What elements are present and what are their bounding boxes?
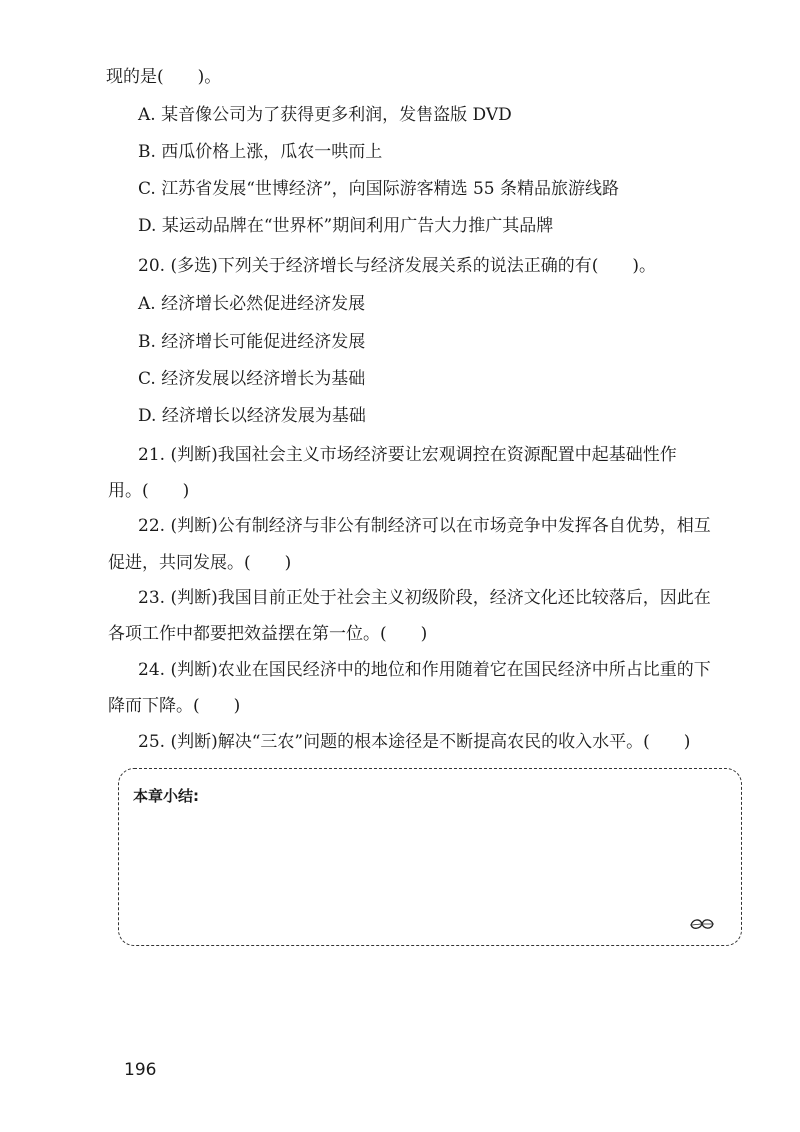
chapter-summary-title: 本章小结:: [133, 787, 199, 805]
q22-line2: 促进，共同发展。( ): [108, 553, 292, 573]
q21-line2: 用。( ): [108, 481, 190, 501]
q22-line1: 22. (判断)公有制经济与非公有制经济可以在市场竞争中发挥各自优势，相互: [138, 516, 711, 536]
q19-tail: 现的是( )。: [106, 67, 222, 87]
q20-option-d: D. 经济增长以经济发展为基础: [138, 406, 366, 426]
q19-option-c: C. 江苏省发展“世博经济”，向国际游客精选 55 条精品旅游线路: [138, 179, 620, 199]
q23-line2: 各项工作中都要把效益摆在第一位。( ): [108, 624, 428, 644]
page-number: 196: [124, 1060, 157, 1080]
leaf-icon: [689, 917, 715, 931]
q19-option-a: A. 某音像公司为了获得更多利润，发售盗版 DVD: [138, 105, 512, 125]
q21-line1: 21. (判断)我国社会主义市场经济要让宏观调控在资源配置中起基础性作: [138, 445, 677, 465]
q19-option-d: D. 某运动品牌在“世界杯”期间利用广告大力推广其品牌: [138, 216, 554, 236]
q20-option-a: A. 经济增长必然促进经济发展: [138, 294, 366, 314]
chapter-summary-box: [118, 768, 742, 946]
q19-option-b: B. 西瓜价格上涨，瓜农一哄而上: [138, 142, 383, 162]
q24-line2: 降而下降。( ): [108, 696, 241, 716]
q23-line1: 23. (判断)我国目前正处于社会主义初级阶段，经济文化还比较落后，因此在: [138, 588, 711, 608]
q20-stem: 20. (多选)下列关于经济增长与经济发展关系的说法正确的有( )。: [138, 256, 656, 276]
q24-line1: 24. (判断)农业在国民经济中的地位和作用随着它在国民经济中所占比重的下: [138, 660, 711, 680]
q25-line1: 25. (判断)解决“三农”问题的根本途径是不断提高农民的收入水平。( ): [138, 732, 691, 752]
q20-option-c: C. 经济发展以经济增长为基础: [138, 369, 366, 389]
q20-option-b: B. 经济增长可能促进经济发展: [138, 332, 366, 352]
